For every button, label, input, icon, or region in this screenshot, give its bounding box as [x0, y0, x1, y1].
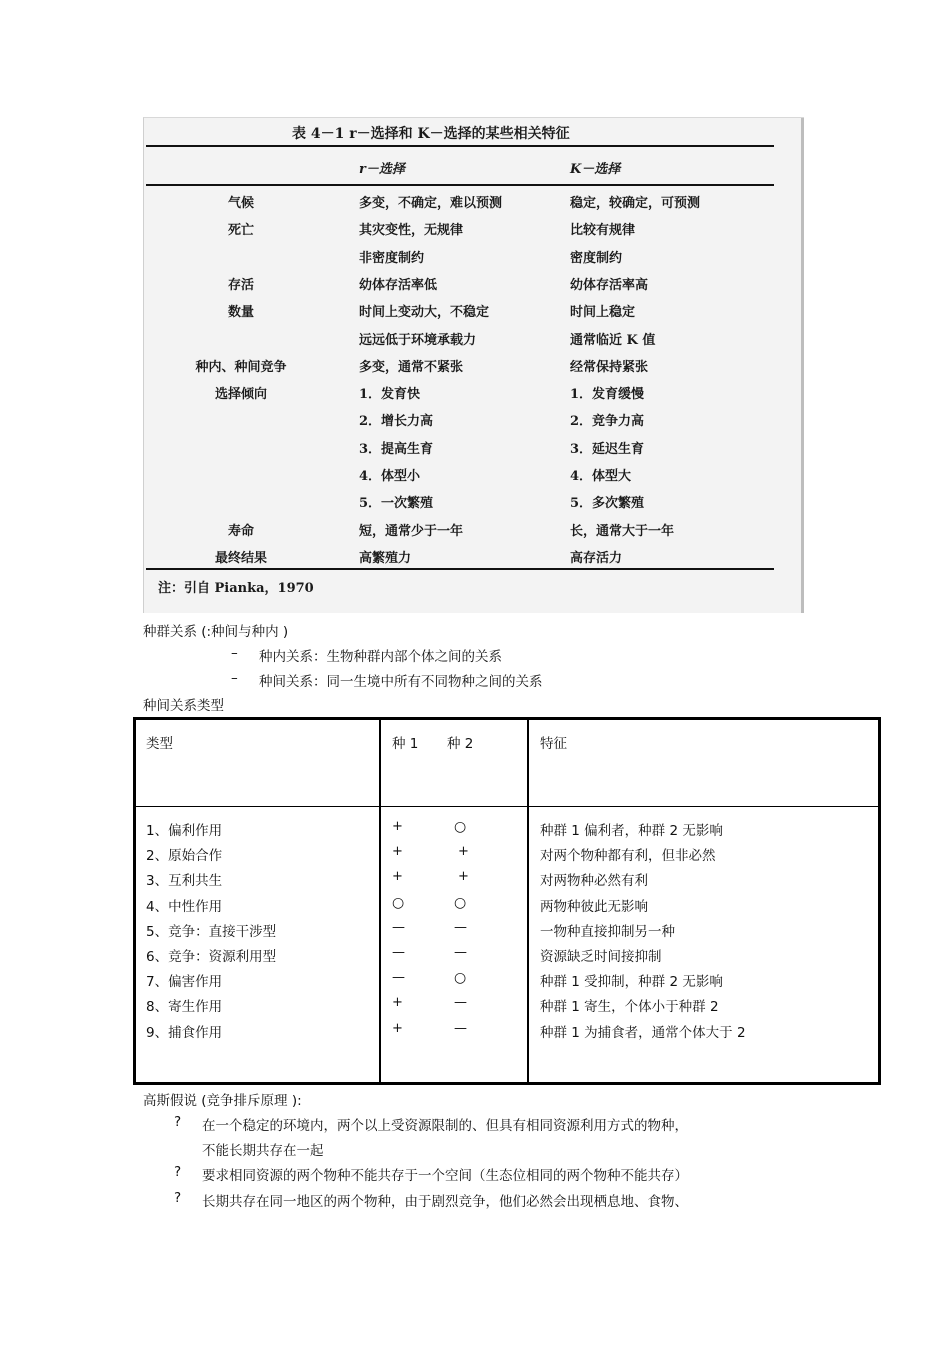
header-species-2: 种 2: [447, 736, 474, 752]
k-selection-cell: 1．发育缓慢: [570, 387, 645, 403]
r-selection-cell: 远远低于环境承载力: [359, 332, 477, 348]
gause-heading: 高斯假说 (竞争排斥原理 ):: [143, 1093, 302, 1109]
k-selection-cell: 2．竞争力高: [570, 414, 645, 430]
feature-cell: 种群 1 受抑制，种群 2 无影响: [540, 974, 723, 991]
feature-cell: 种群 1 寄生，个体小于种群 2: [540, 999, 719, 1016]
type-cell: 9、捕食作用: [146, 1024, 223, 1041]
scan-edge: [801, 118, 804, 613]
relations-heading: 种群关系 (:种间与种内 ): [143, 624, 289, 640]
type-cell: 4、中性作用: [146, 898, 223, 915]
species-1-effect: +: [392, 1020, 403, 1036]
table-title: 表 4－1 r－选择和 K－选择的某些相关特征: [292, 126, 570, 142]
header-divider: [136, 806, 878, 807]
type-cell: 1、偏利作用: [146, 823, 223, 839]
k-selection-cell: 通常临近 K 值: [570, 332, 656, 348]
feature-cell: 对两个物种都有利，但非必然: [540, 848, 716, 865]
k-selection-cell: 经常保持紧张: [570, 359, 649, 375]
gause-item-continued: 不能长期共存在一起: [202, 1143, 324, 1159]
species-2-effect: —: [454, 1020, 467, 1036]
type-cell: 8、寄生作用: [146, 999, 223, 1016]
species-2-effect: ○: [454, 894, 467, 911]
species-2-effect: +: [458, 844, 469, 860]
relation-item: 种间关系：同一生境中所有不同物种之间的关系: [259, 674, 543, 690]
feature-cell: 两物种彼此无影响: [540, 898, 648, 915]
header-species-1: 种 1: [392, 736, 419, 752]
r-selection-cell: 1．发育快: [359, 387, 421, 403]
gause-item: 长期共存在同一地区的两个物种，由于剧烈竞争，他们必然会出现栖息地、食物、: [202, 1194, 688, 1210]
k-selection-cell: 长，通常大于一年: [570, 523, 675, 539]
k-selection-cell: 比较有规律: [570, 223, 636, 239]
row-label: 选择倾向: [214, 387, 267, 403]
header-feature: 特征: [540, 736, 567, 752]
table-top-rule: [146, 145, 774, 147]
feature-cell: 种群 1 偏利者，种群 2 无影响: [540, 823, 723, 839]
table-bottom-rule: [146, 568, 774, 570]
bullet-dash: –: [231, 645, 238, 661]
r-selection-cell: 非密度制约: [359, 250, 425, 266]
k-selection-cell: 5．多次繁殖: [570, 496, 645, 512]
col-header-r: r－选择: [359, 162, 405, 177]
col-divider: [527, 720, 529, 1082]
relation-type-table: [133, 717, 881, 1085]
r-selection-cell: 高繁殖力: [359, 550, 412, 566]
type-cell: 3、互利共生: [146, 873, 223, 890]
row-label: 种内、种间竞争: [195, 359, 287, 375]
gause-item: 要求相同资源的两个物种不能共存于一个空间（生态位相同的两个物种不能共存）: [202, 1168, 688, 1184]
bullet-question-icon: ?: [174, 1164, 182, 1180]
row-label: 存活: [227, 277, 254, 293]
feature-cell: 对两物种必然有利: [540, 873, 648, 890]
k-selection-cell: 密度制约: [570, 250, 623, 266]
r-selection-cell: 短，通常少于一年: [359, 523, 464, 539]
bullet-dash: –: [231, 670, 238, 686]
k-selection-cell: 4．体型大: [570, 469, 632, 484]
type-cell: 6、竞争：资源利用型: [146, 949, 277, 965]
feature-cell: 资源缺乏时间接抑制: [540, 949, 662, 965]
r-selection-cell: 多变，不确定，难以预测: [359, 196, 503, 211]
table-note: 注：引自 Pianka，1970: [158, 581, 314, 596]
r-selection-cell: 3．提高生育: [359, 441, 434, 457]
species-1-effect: +: [392, 819, 403, 834]
type-cell: 5、竞争：直接干涉型: [146, 923, 277, 940]
type-cell: 2、原始合作: [146, 848, 223, 865]
species-1-effect: —: [392, 919, 405, 935]
scanned-table-image: [143, 117, 804, 613]
species-1-effect: —: [392, 945, 405, 960]
k-selection-cell: 3．延迟生育: [570, 441, 645, 457]
k-selection-cell: 稳定，较确定，可预测: [570, 196, 701, 211]
k-selection-cell: 幼体存活率高: [570, 277, 649, 293]
species-1-effect: ○: [392, 894, 405, 911]
types-heading: 种间关系类型: [143, 698, 224, 714]
type-cell: 7、偏害作用: [146, 974, 223, 991]
feature-cell: 一物种直接抑制另一种: [540, 923, 675, 940]
row-label: 寿命: [227, 523, 254, 539]
species-1-effect: —: [392, 970, 405, 986]
bullet-question-icon: ?: [174, 1190, 182, 1206]
species-2-effect: ○: [454, 970, 467, 987]
gause-item: 在一个稳定的环境内，两个以上受资源限制的、但具有相同资源利用方式的物种，: [202, 1118, 688, 1134]
row-label: 死亡: [227, 223, 254, 239]
species-1-effect: +: [392, 995, 403, 1011]
relation-item: 种内关系：生物种群内部个体之间的关系: [259, 649, 502, 665]
col-header-k: K－选择: [570, 162, 621, 177]
table-header-rule: [146, 184, 774, 186]
species-2-effect: —: [454, 919, 467, 935]
species-2-effect: —: [454, 945, 467, 960]
r-selection-cell: 4．体型小: [359, 469, 421, 484]
feature-cell: 种群 1 为捕食者，通常个体大于 2: [540, 1024, 746, 1041]
species-2-effect: +: [458, 869, 469, 885]
species-1-effect: +: [392, 844, 403, 860]
r-selection-cell: 多变，通常不紧张: [359, 359, 464, 375]
col-divider: [379, 720, 381, 1082]
r-selection-cell: 2．增长力高: [359, 414, 434, 430]
r-selection-cell: 5．一次繁殖: [359, 496, 434, 512]
r-selection-cell: 其灾变性，无规律: [359, 223, 464, 239]
k-selection-cell: 时间上稳定: [570, 305, 636, 321]
row-label: 气候: [227, 196, 254, 211]
row-label: 最终结果: [214, 550, 267, 566]
header-type: 类型: [146, 736, 173, 752]
k-selection-cell: 高存活力: [570, 550, 623, 566]
r-selection-cell: 幼体存活率低: [359, 277, 438, 293]
bullet-question-icon: ?: [174, 1114, 182, 1130]
species-2-effect: ○: [454, 819, 467, 835]
species-1-effect: +: [392, 869, 403, 885]
r-selection-cell: 时间上变动大，不稳定: [359, 305, 490, 321]
species-2-effect: —: [454, 995, 467, 1011]
row-label: 数量: [227, 305, 254, 321]
